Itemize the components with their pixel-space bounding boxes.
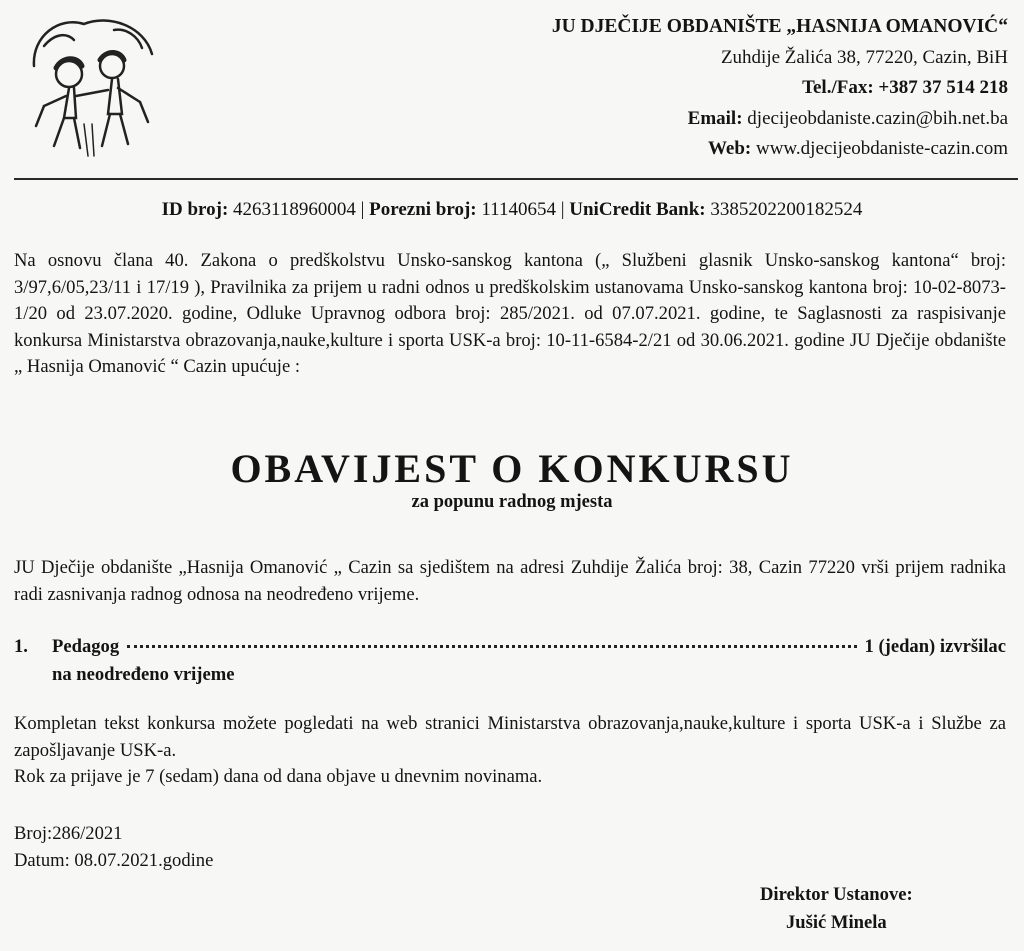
letterhead [552,12,1008,165]
tax-value: 11140654 [481,199,556,220]
document-title: OBAVIJEST O KONKURSU [230,446,794,491]
bank-label: UniCredit Bank: [569,199,706,220]
document-meta [14,821,213,874]
website-url: www.djecijeobdaniste-cazin.com [755,138,1008,159]
id-label: ID broj: [161,199,229,220]
document-date: Datum: 08.07.2021.godine [14,849,214,871]
kindergarten-logo [14,6,162,164]
full-text-notice: Kompletan tekst konkursa možete pogledati na web stranici Ministarstva obrazovanja,nauke,kulture i sporta USK-a i Službe za zapošljavanje USK-a. [14,713,1006,761]
dotted-leader [127,645,856,648]
position-number: 1. [14,636,28,657]
id-value: 4263118960004 [233,199,356,220]
separator: | [360,199,365,220]
phone-fax: Tel./Fax: +387 37 514 218 [802,77,1008,98]
separator: | [560,199,565,220]
position-name: Pedagog [52,636,120,657]
document-subtitle: za popunu radnog mjesta [411,492,613,512]
deadline-notice: Rok za prijave je 7 (sedam) dana od dana objave u dnevnim novinama. [14,766,543,787]
registration-ids [0,199,1024,221]
position-line [14,636,1006,658]
header-divider [14,178,1018,180]
tax-label: Porezni broj: [369,199,477,220]
signatory-name: Jušić Minela [785,912,887,933]
organization-address: Zuhdije Žalića 38, 77220, Cazin, BiH [720,46,1008,68]
web-label: Web: [707,138,752,159]
reference-number: Broj:286/2021 [14,823,123,844]
announcement-paragraph: JU Dječije obdanište „Hasnija Omanović „ Cazin sa sjedištem na adresi Zuhdije Žalića broj: 38, Cazin 77220 vrši prijem radnika radi zasnivanja radnog odnosa na neodređeno vrijeme. [14,557,1006,605]
email-address: djecijeobdaniste.cazin@bih.net.ba [747,107,1008,129]
legal-basis-paragraph: Na osnovu člana 40. Zakona o predškolstvu Unsko-sanskog kantona („ Službeni glasnik Unsko-sanskog kantona“ broj: 3/97,6/05,23/11 i 17/19 ), Pravilnika za prijem u radni odnos u predškolskim ustanovama Unsko-sanskog kantona broj: 10-02-8073-1/20 od 23.07.2020. godine, Odluke Upravnog odbora broj: 285/2021. od 07.07.2021. godine, te Saglasnosti za raspisivanje konkursa Ministarstva obrazovanja,nauke,kulture i sporta USK-a broj: 10-11-6584-2/21 od 30.06.2021. godine JU Dječije obdanište „ Hasnija Omanović “ Cazin upućuje : [14,250,1006,377]
organization-name: JU DJEČIJE OBDANIŠTE „HASNIJA OMANOVIĆ“ [551,16,1008,37]
email-label: Email: [687,107,743,129]
position-term: na neodređeno vrijeme [52,664,235,685]
signatory-title: Direktor Ustanove: [760,884,913,905]
signature-block [760,881,913,937]
position-count: 1 (jedan) izvršilac [864,636,1006,657]
bank-value: 3385202200182524 [710,199,863,220]
